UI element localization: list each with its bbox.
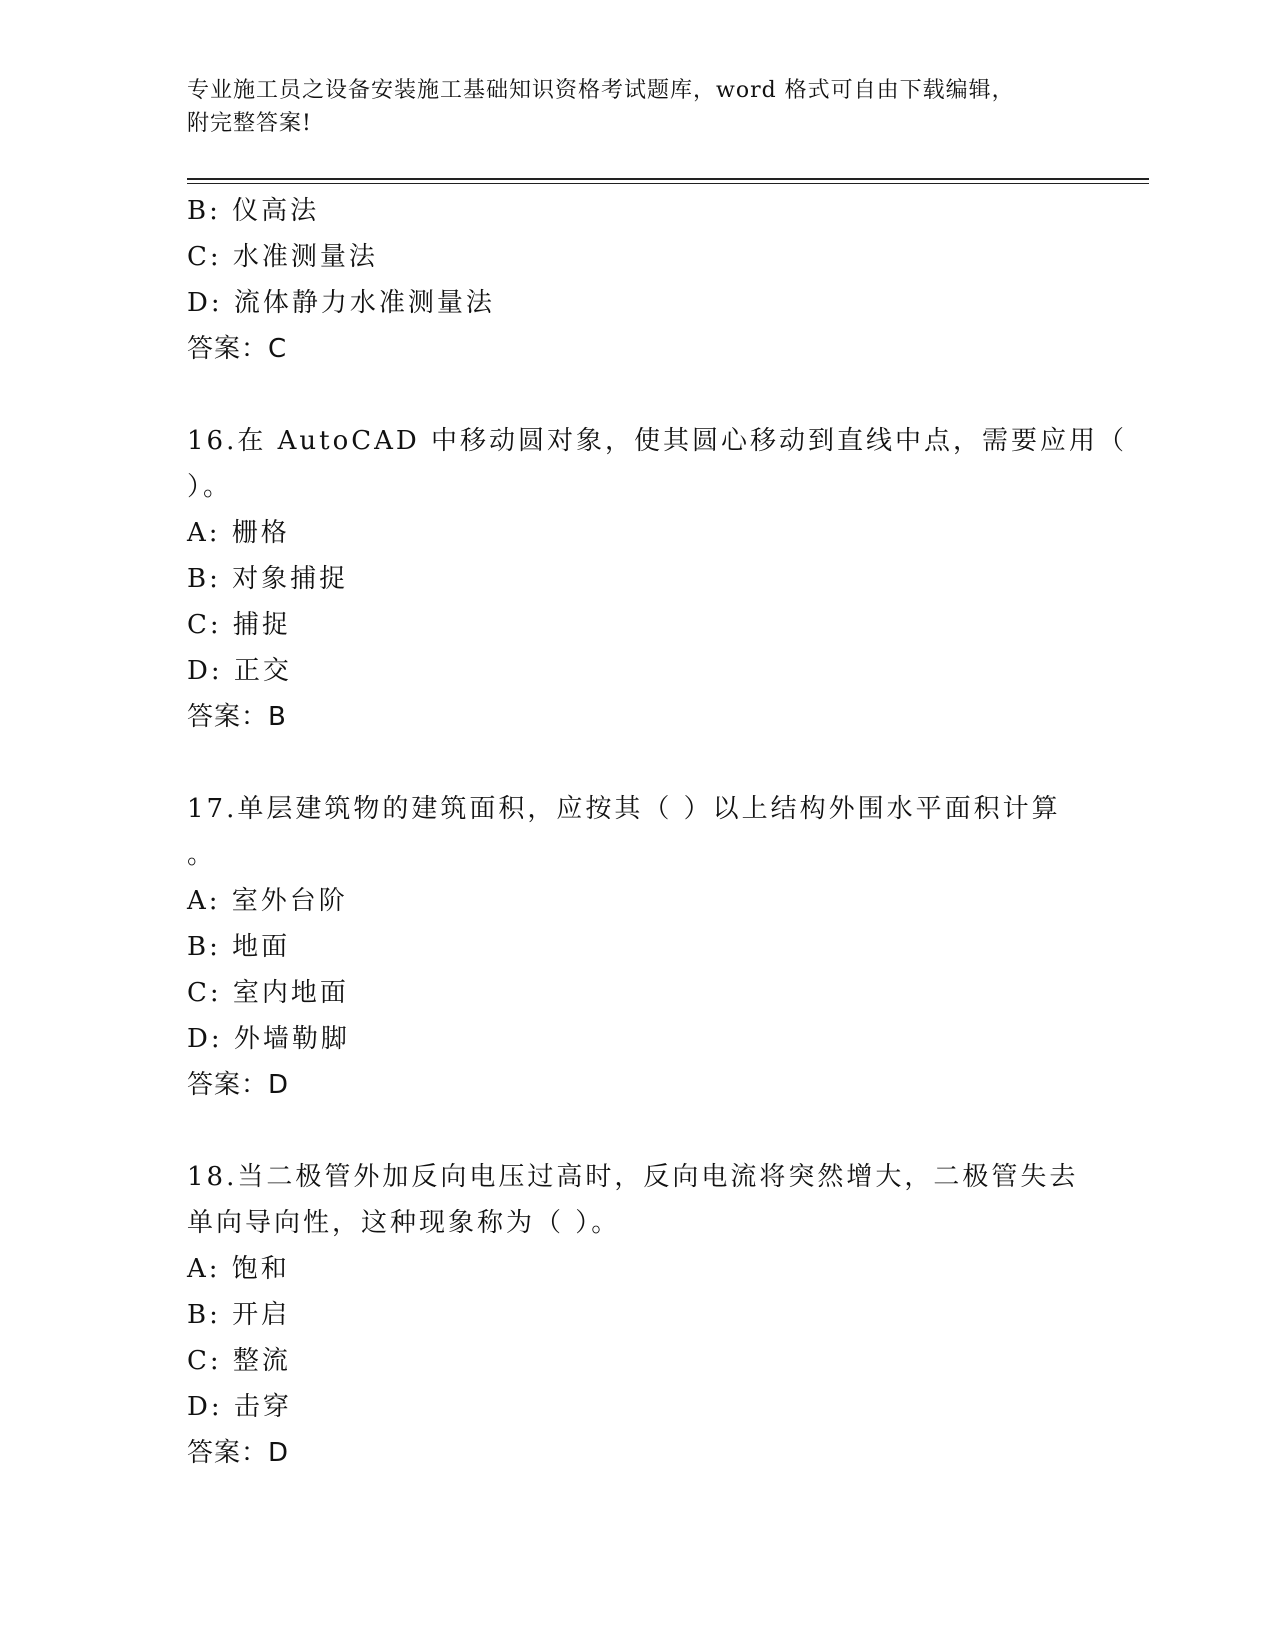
answer-line: 答案：D [187,1070,290,1100]
header-line-1: 专业施工员之设备安装施工基础知识资格考试题库，word 格式可自由下载编辑， [187,78,1015,103]
option-c: C: 整流 [187,1346,291,1376]
option-c: C: 水准测量法 [187,242,378,272]
option-b: B: 仪高法 [187,196,320,226]
question-stem-line-1: 16.在 AutoCAD 中移动圆对象，使其圆心移动到直线中点，需要应用（ [187,426,1128,456]
question-16 [187,418,1128,740]
document-header [187,74,1067,140]
question-stem-line-2: ）。 [187,472,233,502]
option-b: B: 地面 [187,932,291,962]
option-c: C: 室内地面 [187,978,349,1008]
option-d: D: 流体静力水准测量法 [187,288,495,318]
question-list [187,188,1128,1476]
option-a: A: 栅格 [187,518,290,548]
question-gap [187,740,1067,786]
header-divider [187,178,1149,184]
question-stem-line-1: 18.当二极管外加反向电压过高时，反向电流将突然增大，二极管失去 [187,1162,1079,1192]
option-b: B: 开启 [187,1300,291,1330]
question-18 [187,1154,1079,1476]
answer-line: 答案：C [187,334,288,364]
option-b: B: 对象捕捉 [187,564,349,594]
option-a: A: 饱和 [187,1254,290,1284]
question-gap [187,1108,1067,1154]
question-stem-line-2: 。 [187,840,217,870]
question-stem-line-1: 17.单层建筑物的建筑面积，应按其（ ）以上结构外围水平面积计算 [187,794,1061,824]
answer-line: 答案：B [187,702,287,732]
option-c: C: 捕捉 [187,610,291,640]
header-line-2: 附完整答案! [187,111,312,136]
question-17 [187,786,1067,1108]
question-gap [187,372,1067,418]
question-stem-line-2: 单向导向性，这种现象称为（ ）。 [187,1208,621,1238]
option-d: D: 击穿 [187,1392,292,1422]
option-d: D: 外墙勒脚 [187,1024,350,1054]
option-d: D: 正交 [187,656,292,686]
answer-line: 答案：D [187,1438,290,1468]
option-a: A: 室外台阶 [187,886,348,916]
question-15-tail [187,188,1067,372]
